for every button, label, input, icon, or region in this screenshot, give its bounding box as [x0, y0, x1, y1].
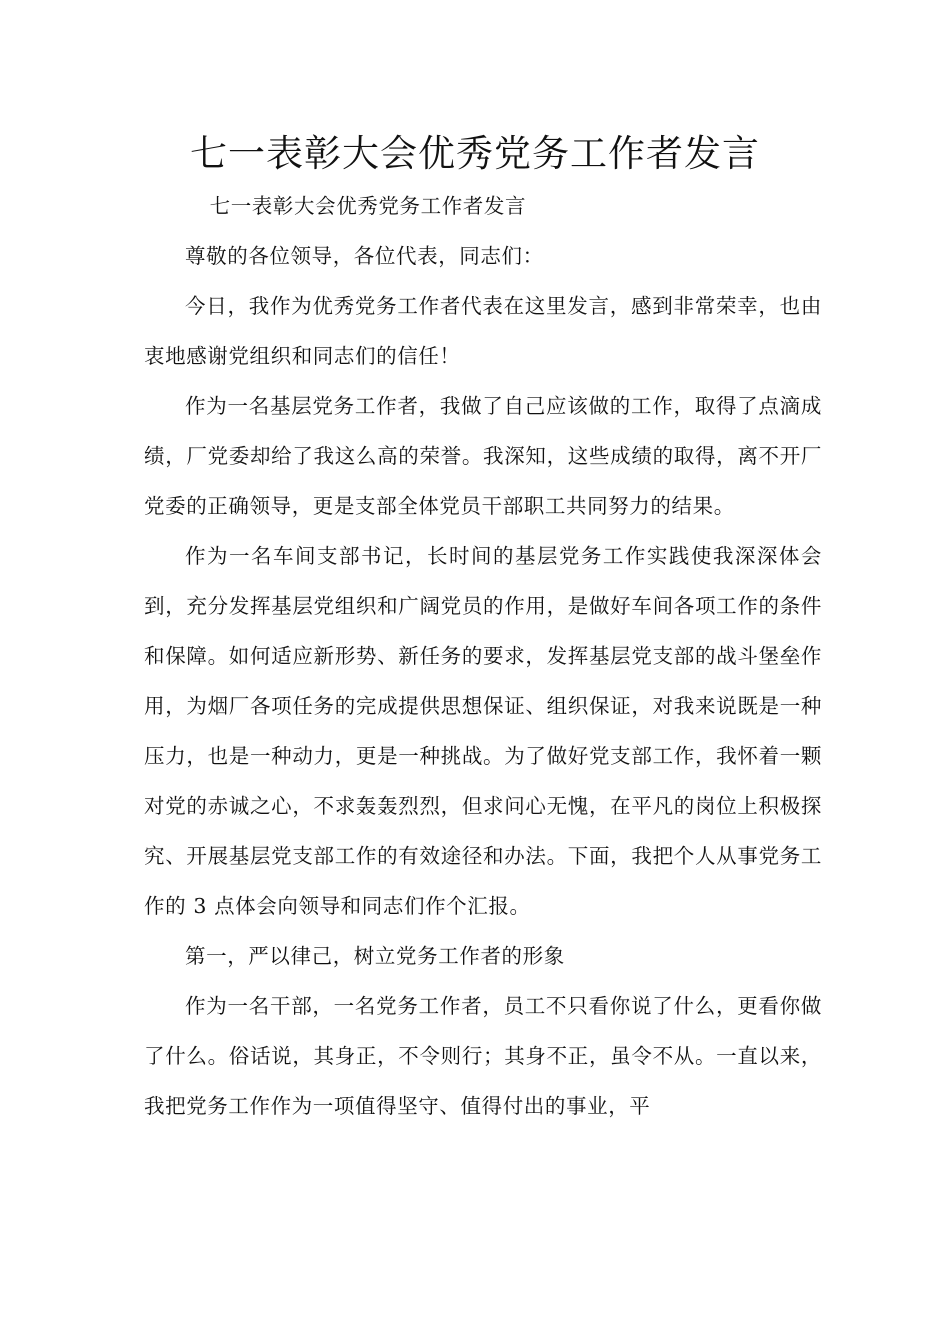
- body-paragraph: 作为一名干部，一名党务工作者，员工不只看你说了什么，更看你做了什么。俗话说，其身正，不令则行；其身不正，虽令不从。一直以来，我把党务工作作为一项值得坚守、值得付出的事业，平: [144, 994, 822, 1118]
- document-body: [144, 181, 822, 1131]
- section-heading: 第一，严以律己，树立党务工作者的形象: [185, 944, 565, 968]
- subtitle-paragraph: 七一表彰大会优秀党务工作者发言: [209, 194, 527, 218]
- body-paragraph: 作为一名车间支部书记，长时间的基层党务工作实践使我深深体会到，充分发挥基层党组织和广阔党员的作用，是做好车间各项工作的条件和保障。如何适应新形势、新任务的要求，发挥基层党支部的战斗堡垒作用，为烟厂各项任务的完成提供思想保证、组织保证，对我来说既是一种压力，也是一种动力，更是一种挑战。为了做好党支部工作，我怀着一颗对党的赤诚之心，不求轰轰烈烈，但求问心无愧，在平凡的岗位上积极探究、开展基层党支部工作的有效途径和办法。下面，我把个人从事党务工作的 3 点体会向领导和同志们作个汇报。: [144, 544, 822, 918]
- document-title: 七一表彰大会优秀党务工作者发言: [190, 132, 760, 175]
- body-paragraph: 今日，我作为优秀党务工作者代表在这里发言，感到非常荣幸，也由衷地感谢党组织和同志们的信任！: [144, 294, 822, 368]
- body-paragraph: 作为一名基层党务工作者，我做了自己应该做的工作，取得了点滴成绩，厂党委却给了我这么高的荣誉。我深知，这些成绩的取得，离不开厂党委的正确领导，更是支部全体党员干部职工共同努力的结果。: [144, 394, 822, 518]
- salutation-paragraph: 尊敬的各位领导，各位代表，同志们：: [185, 244, 544, 268]
